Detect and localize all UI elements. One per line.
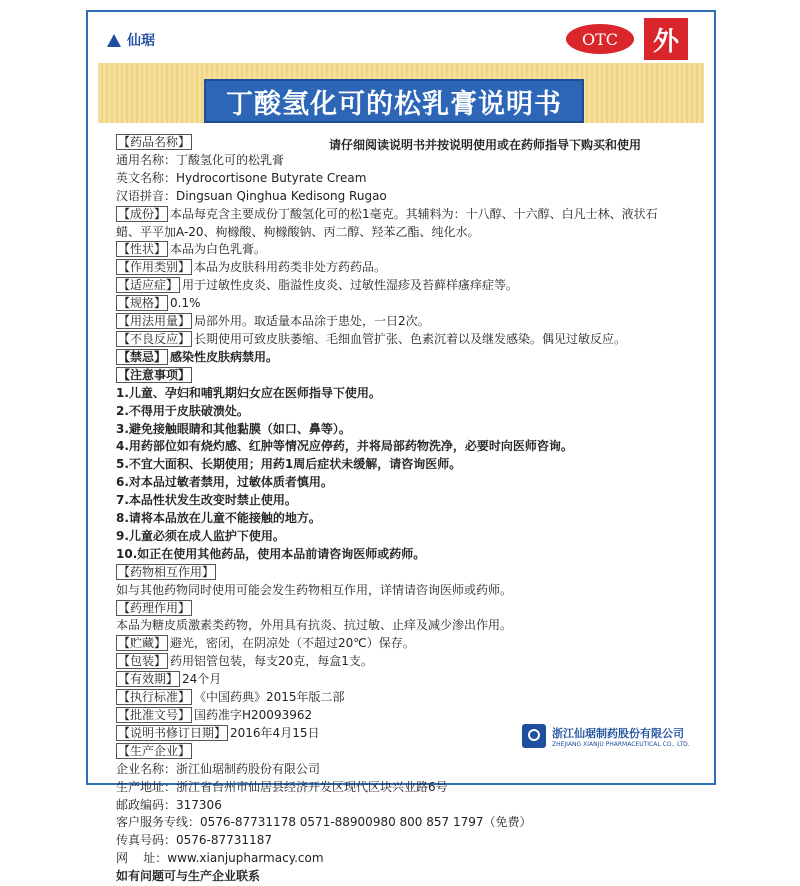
contra-value: 感染性皮肤病禁用。 (170, 349, 279, 364)
hotline-label: 客户服务专线： (116, 815, 201, 830)
precaution-item: 9.儿童必须在成人监护下使用。 (116, 528, 285, 543)
category-value: 本品为皮肤科用药类非处方药药品。 (194, 260, 387, 275)
package-value: 药用铝管包装，每支20克，每盒1支。 (170, 654, 373, 669)
fax-value: 0576-87731187 (176, 833, 272, 848)
postcode-label: 邮政编码： (116, 797, 177, 812)
ingredients-label: 【成份】 (118, 206, 167, 221)
generic-name-label: 通用名称： (116, 152, 177, 167)
precaution-item: 3.避免接触眼睛和其他黏膜（如口、鼻等）。 (116, 421, 351, 436)
hotline-value: 0576-87731178 0571-88900980 800 857 1797（免费） (200, 815, 532, 830)
fax-label: 传真号码： (116, 833, 177, 848)
package-label: 【包装】 (118, 654, 167, 669)
validity-value: 24个月 (182, 672, 222, 687)
precaution-item: 4.用药部位如有烧灼感、红肿等情况应停药，并将局部药物洗净，必要时向医师咨询。 (116, 439, 573, 454)
interactions-label: 【药物相互作用】 (118, 564, 215, 579)
standard-label: 【执行标准】 (118, 690, 191, 705)
company-name-value: 浙江仙琚制药股份有限公司 (176, 761, 321, 776)
precaution-item: 5.不宜大面积、长期使用；用药1周后症状未缓解，请咨询医师。 (116, 457, 462, 472)
indications-value: 用于过敏性皮炎、脂溢性皮炎、过敏性湿疹及苔藓样瘙痒症等。 (182, 278, 519, 293)
revision-label: 【说明书修订日期】 (118, 725, 227, 740)
interactions-value: 如与其他药物同时使用可能会发生药物相互作用，详情请咨询医师或药师。 (116, 582, 513, 597)
validity-label: 【有效期】 (118, 672, 179, 687)
precaution-item: 10.如正在使用其他药品，使用本品前请咨询医师或药师。 (116, 546, 426, 561)
otc-badge: OTC (566, 24, 634, 54)
ingredients-line2: 蜡、平平加A-20、枸橼酸、枸橼酸钠、丙二醇、羟苯乙酯、纯化水。 (116, 224, 480, 239)
contact-note: 如有问题可与生产企业联系 (116, 869, 261, 884)
standard-value: 《中国药典》2015年版二部 (194, 690, 345, 705)
precaution-item: 1.儿童、孕妇和哺乳期妇女应在医师指导下使用。 (116, 385, 381, 400)
indications-label: 【适应症】 (118, 278, 179, 293)
approval-label: 【批准文号】 (118, 708, 191, 722)
adverse-value: 长期使用可致皮肤萎缩、毛细血管扩张、色素沉着以及继发感染。偶见过敏反应。 (194, 331, 627, 346)
precaution-item: 2.不得用于皮肤破溃处。 (116, 403, 249, 418)
company-logo-cn: 浙江仙琚制药股份有限公司 (552, 726, 684, 740)
revision-value: 2016年4月15日 (230, 725, 320, 740)
pharmacology-label: 【药理作用】 (118, 600, 191, 615)
category-label: 【作用类别】 (118, 260, 191, 275)
english-name-value: Hydrocortisone Butyrate Cream (176, 170, 367, 185)
pinyin-label: 汉语拼音： (116, 188, 177, 203)
spec-value: 0.1% (170, 296, 201, 311)
company-mark-icon (522, 724, 546, 748)
manufacturer-label: 【生产企业】 (118, 743, 191, 758)
appearance-value: 本品为白色乳膏。 (170, 242, 267, 257)
brand-logo-text: 仙琚 (127, 33, 155, 49)
precautions-label: 【注意事项】 (118, 367, 191, 382)
website-value: www.xianjupharmacy.com (167, 851, 324, 866)
company-logo-en: ZHEJIANG XIANJU PHARMACEUTICAL CO., LTD. (552, 740, 690, 748)
appearance-label: 【性状】 (118, 242, 167, 257)
pinyin-value: Dingsuan Qinghua Kedisong Rugao (176, 188, 387, 203)
precaution-item: 8.请将本品放在儿童不能接触的地方。 (116, 511, 321, 526)
page-title: 丁酸氢化可的松乳膏说明书 (204, 79, 584, 123)
storage-value: 避光，密闭，在阴凉处（不超过20℃）保存。 (170, 636, 415, 651)
brand-logo (105, 30, 155, 50)
company-name-label: 企业名称： (116, 761, 177, 776)
usage-label: 【用法用量】 (118, 314, 191, 329)
contra-label: 【禁忌】 (118, 349, 167, 364)
approval-value: 国药准字H20093962 (194, 708, 313, 722)
address-label: 生产地址： (116, 779, 177, 794)
address-value: 浙江省台州市仙居县经济开发区现代区块兴业路6号 (176, 779, 448, 794)
postcode-value: 317306 (176, 797, 222, 812)
usage-value: 局部外用。取适量本品涂于患处，一日2次。 (194, 314, 430, 329)
storage-label: 【贮藏】 (118, 636, 167, 651)
brand-mark-icon (105, 31, 123, 49)
external-use-badge: 外 (644, 18, 688, 60)
precaution-item: 6.对本品过敏者禁用，过敏体质者慎用。 (116, 475, 333, 490)
generic-name-value: 丁酸氢化可的松乳膏 (176, 152, 285, 167)
usage-advice: 请仔细阅读说明书并按说明使用或在药师指导下购买和使用 (329, 138, 642, 152)
ingredients-line1: 本品每克含主要成份丁酸氢化可的松1毫克。其辅料为：十八醇、十六醇、白凡士林、液状石 (170, 206, 658, 221)
leaflet-content (116, 134, 696, 886)
website-label: 网 址： (116, 851, 168, 866)
english-name-label: 英文名称： (116, 170, 177, 185)
pharmacology-value: 本品为糖皮质激素类药物，外用具有抗炎、抗过敏、止痒及减少渗出作用。 (116, 618, 513, 633)
precaution-item: 7.本品性状发生改变时禁止使用。 (116, 493, 297, 508)
adverse-label: 【不良反应】 (118, 331, 191, 346)
spec-label: 【规格】 (118, 296, 167, 311)
company-logo (522, 724, 690, 748)
drug-name-label: 【药品名称】 (118, 135, 191, 149)
